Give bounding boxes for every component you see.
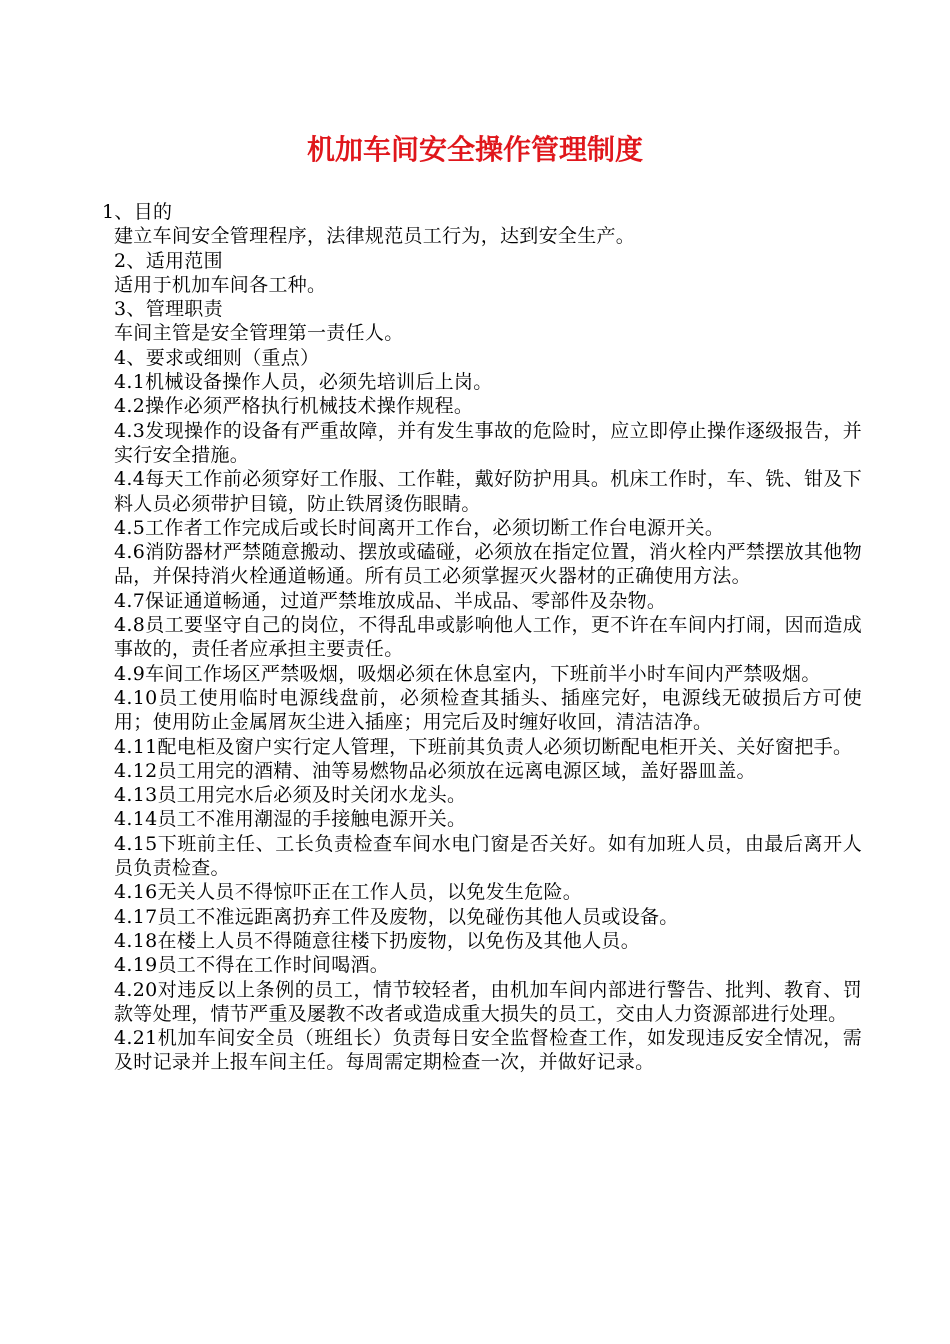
paragraph: 建立车间安全管理程序，法律规范员工行为，达到安全生产。 [114,225,636,248]
rule-item: 4.12员工用完的酒精、油等易燃物品必须放在远离电源区域，盖好器皿盖。 [114,759,756,782]
rule-item: 4.1机械设备操作人员，必须先培训后上岗。 [114,371,493,394]
rule-item: 4.9车间工作场区严禁吸烟，吸烟必须在休息室内，下班前半小时车间内严禁吸烟。 [114,662,821,685]
rule-item: 4.3发现操作的设备有严重故障，并有发生事故的危险时，应立即停止操作逐级报告，并实行安全措施。 [114,419,862,466]
section-heading: 2、适用范围 [114,249,223,272]
rule-item: 4.17员工不准远距离扔弃工件及废物，以免碰伤其他人员或设备。 [114,905,679,928]
rule-item: 4.16无关人员不得惊吓正在工作人员，以免发生危险。 [114,881,583,904]
section-heading: 1、目的 [102,201,173,223]
document-title: 机加车间安全操作管理制度 [306,133,643,166]
paragraph: 车间主管是安全管理第一责任人。 [114,322,404,345]
rule-item: 4.11配电柜及窗户实行定人管理，下班前其负责人必须切断配电柜开关、关好窗把手。 [114,735,853,758]
rule-item: 4.21机加车间安全员（班组长）负责每日安全监督检查工作，如发现违反安全情况，需及时记录并上报车间主任。每周需定期检查一次，并做好记录。 [114,1027,862,1074]
rule-item: 4.7保证通道畅通，过道严禁堆放成品、半成品、零部件及杂物。 [114,589,667,612]
rule-item: 4.19员工不得在工作时间喝酒。 [114,954,390,977]
rule-item: 4.10员工使用临时电源线盘前，必须检查其插头、插座完好，电源线无破损后方可使用；使用防止金属屑灰尘进入插座；用完后及时缠好收回，清洁洁净。 [114,686,862,734]
rule-item: 4.2操作必须严格执行机械技术操作规程。 [114,395,474,418]
rule-item: 4.13员工用完水后必须及时关闭水龙头。 [114,784,467,807]
section-heading: 4、要求或细则（重点） [114,346,320,369]
rule-item: 4.4每天工作前必须穿好工作服、工作鞋，戴好防护用具。机床工作时，车、铣、钳及下料人员必须带护目镜，防止铁屑烫伤眼睛。 [114,468,862,515]
rule-item: 4.5工作者工作完成后或长时间离开工作台，必须切断工作台电源开关。 [114,516,725,539]
document-body [102,200,862,1075]
section-heading: 3、管理职责 [114,298,223,321]
rule-item: 4.14员工不准用潮湿的手接触电源开关。 [114,808,467,831]
paragraph: 适用于机加车间各工种。 [114,273,327,296]
rule-item: 4.20对违反以上条例的员工，情节较轻者，由机加车间内部进行警告、批判、教育、罚款等处理，情节严重及屡教不改者或造成重大损失的员工，交由人力资源部进行处理。 [114,978,862,1025]
rule-item: 4.15下班前主任、工长负责检查车间水电门窗是否关好。如有加班人员，由最后离开人员负责检查。 [114,832,862,880]
rule-item: 4.6消防器材严禁随意搬动、摆放或磕碰，必须放在指定位置，消火栓内严禁摆放其他物品，并保持消火栓通道畅通。所有员工必须掌握灭火器材的正确使用方法。 [114,541,862,588]
rule-item: 4.8员工要坚守自己的岗位，不得乱串或影响他人工作，更不许在车间内打闹，因而造成事故的，责任者应承担主要责任。 [114,614,862,661]
rule-item: 4.18在楼上人员不得随意往楼下扔废物，以免伤及其他人员。 [114,929,641,952]
